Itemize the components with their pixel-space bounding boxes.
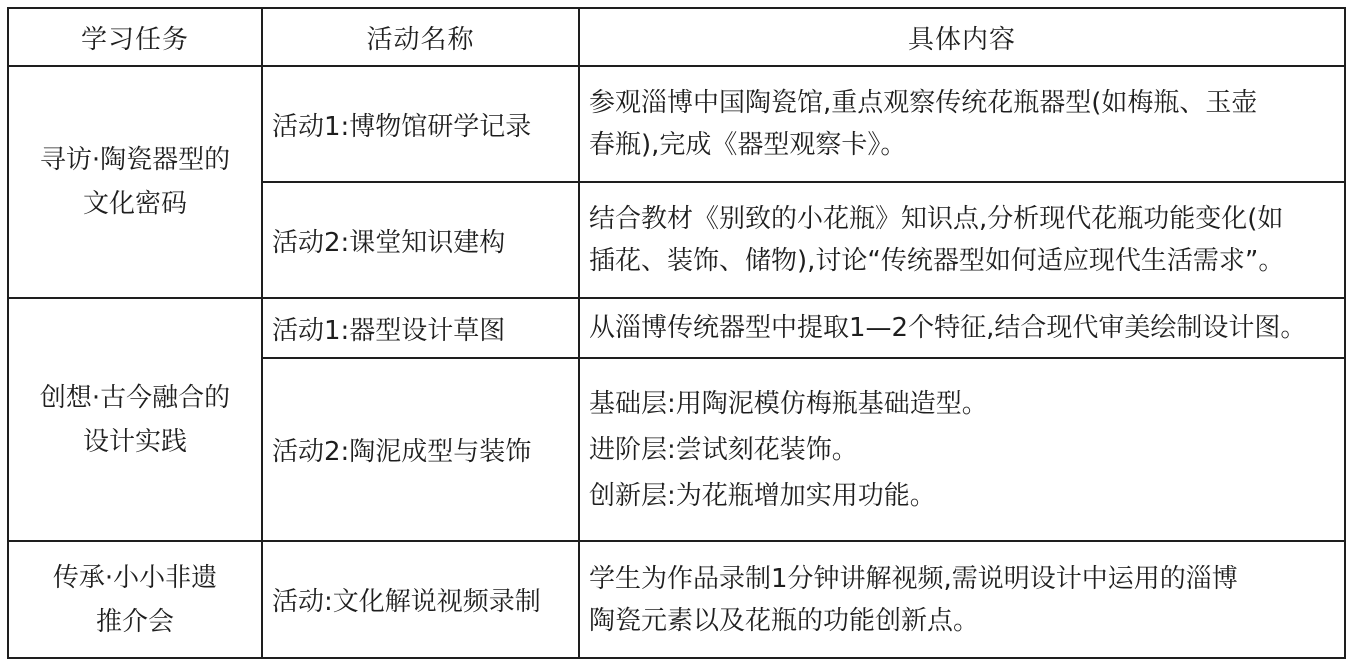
activity-content (579, 358, 1345, 541)
content-line: 基础层:用陶泥模仿梅瓶基础造型。 (589, 388, 988, 419)
activity-name: 活动1:器型设计草图 (262, 298, 579, 358)
task-cell-1 (8, 66, 262, 298)
activity-name: 活动2:陶泥成型与装饰 (262, 358, 579, 541)
activity-table-container (7, 7, 1346, 659)
activity-content (579, 182, 1345, 298)
header-activity: 活动名称 (262, 8, 579, 66)
learning-task-table (7, 7, 1346, 659)
task-name-line: 推介会 (95, 606, 174, 637)
task-cell-3 (8, 541, 262, 658)
header-row (8, 8, 1345, 66)
activity-content (579, 298, 1345, 358)
task-name-line: 寻访·陶瓷器型的 (39, 145, 231, 175)
content-line: 从淄博传统器型中提取1—2个特征,结合现代审美绘制设计图。 (589, 313, 1307, 343)
task-name-line: 设计实践 (82, 426, 187, 457)
content-line: 插花、装饰、储物),讨论“传统器型如何适应现代生活需求”。 (589, 246, 1285, 276)
task-name-line: 传承·小小非遗 (52, 562, 218, 593)
content-line: 结合教材《别致的小花瓶》知识点,分析现代花瓶功能变化(如 (589, 204, 1284, 234)
table-row (8, 66, 1345, 182)
activity-name: 活动1:博物馆研学记录 (262, 66, 579, 182)
content-line: 春瓶),完成《器型观察卡》。 (589, 130, 907, 160)
table-row (8, 541, 1345, 658)
content-line: 参观淄博中国陶瓷馆,重点观察传统花瓶器型(如梅瓶、玉壶 (589, 88, 1258, 118)
header-content: 具体内容 (579, 8, 1345, 66)
activity-name: 活动2:课堂知识建构 (262, 182, 579, 298)
task-name-line: 创想·古今融合的 (39, 382, 231, 413)
activity-content (579, 541, 1345, 658)
content-line: 创新层:为花瓶增加实用功能。 (589, 480, 936, 511)
content-line: 学生为作品录制1分钟讲解视频,需说明设计中运用的淄博 (589, 563, 1238, 594)
table-row (8, 298, 1345, 358)
task-name-line: 文化密码 (82, 189, 187, 219)
activity-name: 活动:文化解说视频录制 (262, 541, 579, 658)
content-line: 进阶层:尝试刻花装饰。 (589, 434, 858, 465)
activity-content (579, 66, 1345, 182)
task-cell-2 (8, 298, 262, 541)
header-task: 学习任务 (8, 8, 262, 66)
content-line: 陶瓷元素以及花瓶的功能创新点。 (589, 605, 980, 636)
